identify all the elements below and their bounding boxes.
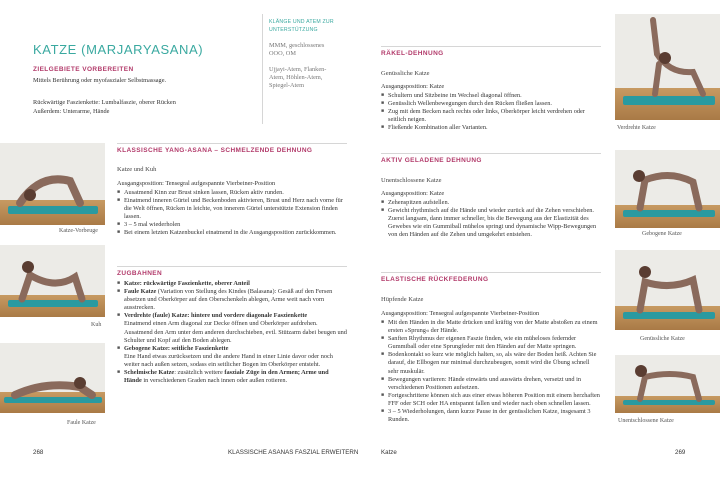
zielgebiete-heading: ZIELGEBIETE VORBEREITEN (33, 66, 134, 73)
photo-gebogene-katze (615, 150, 720, 228)
zugbahnen-bullets (117, 280, 347, 385)
elastisch-start: Ausgangsposition: Tensegral aufgespannte Vierbeiner-Position (381, 310, 540, 317)
aktiv-sub: Unentschlossene Katze (381, 177, 442, 184)
sidebar-heading-1: KLÄNGE UND ATEM ZUR (269, 19, 334, 25)
elastisch-sub: Hüpfende Katze (381, 296, 424, 303)
elastisch-bullets (381, 319, 601, 424)
list-item: ■ Fließende Kombination aller Varianten. (381, 124, 601, 132)
rakel-start: Ausgangsposition: Katze (381, 83, 445, 90)
page-title: KATZE (MARJARYASANA) (33, 42, 204, 57)
sidebar-text-5: Spiegel-Atem (269, 82, 304, 89)
list-item: ■ Bei einem letzten Katzenbuckel einatmend in die Ausgangsposition zurückkommen. (117, 229, 347, 237)
yang-bullets (117, 189, 347, 238)
zugbahnen-heading: ZUGBAHNEN (117, 270, 163, 277)
list-item: ■ Genüsslich Wellenbewegungen durch den Rücken fließen lassen. (381, 100, 601, 108)
list-item: ■ 3 – 5 mal wiederholen (117, 221, 347, 229)
photo-unentschlossene-katze (615, 355, 720, 413)
rakel-heading: RÄKEL-DEHNUNG (381, 50, 444, 57)
caption-faule-katze: Faule Katze (67, 420, 96, 426)
list-item: ■ Schelmische Katze: zusätzlich weitere fasziale Züge in den Armen; Arme und Hände in verschiedenen Graden nach innen oder außen rotieren. (117, 369, 347, 385)
list-item: ■ Katze: rückwärtige Faszienkette, oberer Anteil (117, 280, 347, 288)
rakel-sub: Genüssliche Katze (381, 70, 430, 77)
list-item: ■ Ausatmend Kinn zur Brust sinken lassen, Rücken aktiv runden. (117, 189, 347, 197)
caption-kuh: Kuh (91, 322, 102, 328)
yoga-figure-icon (615, 355, 720, 413)
list-item: ■ Zug mit dem Becken nach rechts oder links, Oberkörper leicht verdrehen oder seitlich neigen. (381, 108, 601, 124)
sidebar-text-2: OOO, OM (269, 50, 296, 57)
list-item: ■ Gebogene Katze: seitliche Faszienkette Eine Hand etwas zurücksetzen und die andere Hand in einer Linie davor oder noch weiter nach außen setzen, sodass ein seitlicher Bogen im Oberkörper entsteht. (117, 345, 347, 369)
zielgebiete-text: Mittels Berührung oder myofaszialer Selbstmassage. (33, 77, 167, 84)
caption-verdrehte-katze: Verdrehte Katze (617, 125, 656, 131)
sidebar-text-4: Atem, Höhlen-Atem, (269, 74, 323, 81)
list-item: ■ Einatmend inneren Gürtel und Beckenboden aktivieren, Brust und Herz nach vorne für die Welt öffnen, Rücken in leichte, von innerem Gürtel unterstützte Extension finden lassen. (117, 197, 347, 221)
aktiv-heading: AKTIV GELADENE DEHNUNG (381, 157, 482, 164)
list-item: ■ Zehenspitzen aufstellen. (381, 199, 601, 207)
sidebar-text-3: Ujjayi-Atem, Flanken- (269, 66, 327, 73)
yoga-figure-icon (0, 343, 105, 413)
photo-genussliche-katze (615, 250, 720, 330)
rakel-bullets (381, 92, 601, 132)
photo-kuh (0, 245, 105, 317)
photo-verdrehte-katze (615, 14, 720, 120)
list-item: ■ Bewegungen variieren: Hände einwärts und auswärts drehen, versetzt und in verschiedenen Positionen aufsetzen. (381, 376, 601, 392)
yang-sub: Katze und Kuh (117, 166, 157, 173)
targets-line2: Außerdem: Unterarme, Hände (33, 108, 110, 115)
elastisch-heading: ELASTISCHE RÜCKFEDERUNG (381, 276, 489, 283)
running-head-right: Katze (381, 449, 397, 456)
list-item: ■ Verdrehte (faule) Katze: hintere und vordere diagonale Faszienkette Einatmend einen Arm diagonal zur Decke öffnen und Oberkörper aufdrehen. Ausatmend den Arm unter dem anderen durchschieben, evtl. Stützarm dabei beugen und Schulter und Kopf auf den Boden ablegen. (117, 312, 347, 344)
sidebar-text-1: MMM, geschlossenes (269, 42, 325, 49)
aktiv-start: Ausgangsposition: Katze (381, 190, 445, 197)
list-item: ■ Fortgeschrittene können sich aus einer etwas höheren Position mit einem herzhaften FFF oder SCH oder HA entspannt fallen und wieder nach oben schnellen lassen. (381, 392, 601, 408)
yang-start: Ausgangsposition: Tensegral aufgespannte Vierbeiner-Position (117, 180, 276, 187)
list-item: ■ Sanften Rhythmus der eigenen Faszie finden, wie ein müheloses federnder Gummiball oder eine Sprungfeder mit den Händen auf der Matte springen. (381, 335, 601, 351)
caption-unentschlossene-katze: Unentschlossene Katze (618, 418, 674, 424)
yoga-figure-icon (0, 245, 105, 317)
list-item: ■ Gewicht rhythmisch auf die Hände und wieder zurück auf die Zehen verschieben. Zuerst langsam, dann immer schneller, bis die Bewegung aus der Elastizität des Gewebes wie ein Gummiball mühelos springt und dynamische Wipp-Bewegungen von den Händen auf die Zehen und umgekehrt entstehen. (381, 207, 601, 239)
list-item: ■ Schultern und Sitzbeine im Wechsel diagonal öffnen. (381, 92, 601, 100)
list-item: ■ Mit den Händen in die Matte drücken und kräftig von der Matte abstoßen zu einem ersten »Sprung« der Hände. (381, 319, 601, 335)
yoga-figure-icon (615, 150, 720, 228)
targets-line1: Rückwärtige Faszienkette: Lumbalfaszie, oberer Rücken (33, 99, 176, 106)
caption-katze-vorbeuge: Katze-Vorbeuge (59, 228, 98, 234)
aktiv-bullets (381, 199, 601, 239)
sidebar-box (262, 14, 350, 124)
page-number-left: 268 (33, 449, 44, 456)
caption-gebogene-katze: Gebogene Katze (642, 231, 682, 237)
list-item: ■ Bodenkontakt so kurz wie möglich halten, so, als wäre der Boden heiß. Achten Sie darauf, die Ellbogen nur minimal durchzubeugen, somit wird die Übung schnell sehr muskulär. (381, 351, 601, 375)
running-head-left: KLASSISCHE ASANAS FASZIAL ERWEITERN (228, 449, 359, 456)
list-item: ■ Faule Katze (Variation von Stellung des Kindes (Balasana): Gesäß auf den Fersen absetzen und Oberkörper auf den Oberschenkeln ablegen, Arme weit nach vorn ausstrecken. (117, 288, 347, 312)
caption-genussliche-katze: Genüssliche Katze (640, 336, 685, 342)
photo-faule-katze (0, 343, 105, 413)
yoga-figure-icon (0, 143, 105, 225)
sidebar-heading-2: UNTERSTÜTZUNG (269, 27, 318, 33)
photo-katze-vorbeuge (0, 143, 105, 225)
yoga-figure-icon (615, 250, 720, 330)
yang-heading: KLASSISCHE YANG-ASANA – SCHMELZENDE DEHNUNG (117, 147, 313, 154)
yoga-figure-icon (615, 14, 720, 120)
page-number-right: 269 (675, 449, 686, 456)
list-item: ■ 3 – 5 Wiederholungen, dann kurze Pause in der genüsslichen Katze, insgesamt 3 Runden. (381, 408, 601, 424)
